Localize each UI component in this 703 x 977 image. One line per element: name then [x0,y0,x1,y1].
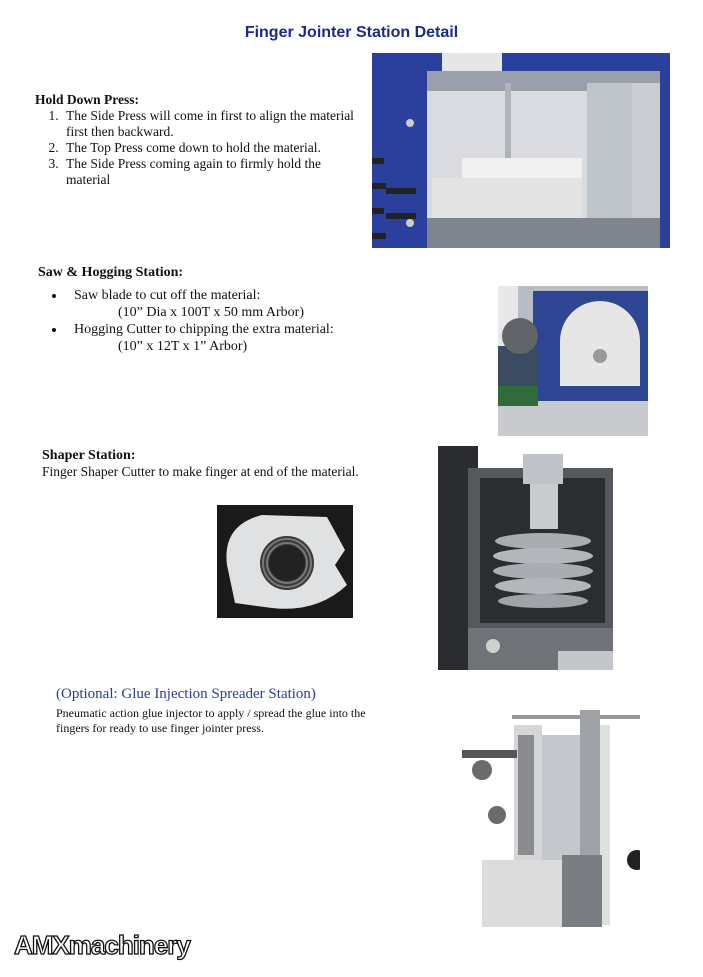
hold-down-press-photo [372,53,670,248]
hold-down-heading: Hold Down Press: [35,92,140,107]
shaper-station-photo [438,446,618,670]
page-title: Finger Jointer Station Detail [244,24,459,41]
hold-down-step: 1. The Side Press will come in first to align the material first then backward. [62,108,366,140]
saw-item-spec: (10” Dia x 100T x 50 mm Arbor) [118,305,304,320]
shaper-text: Finger Shaper Cutter to make finger at end of the material. [42,464,359,479]
saw-item [66,321,434,355]
saw-item-text: Hogging Cutter to chipping the extra material: [74,322,334,337]
glue-text: Pneumatic action glue injector to apply / spread the glue into the fingers for ready to use finger jointer press. [56,706,366,735]
saw-heading: Saw & Hogging Station: [38,265,184,280]
saw-blade-photo [498,286,648,436]
saw-item-text: Saw blade to cut off the material: [74,288,261,303]
saw-list [14,287,434,355]
hold-down-step: 2. The Top Press come down to hold the material. [62,140,366,156]
saw-item [66,287,434,321]
shaper-cutter-photo [217,505,353,618]
amx-logo: AMXmachinery [14,930,190,960]
shaper-heading: Shaper Station: [42,448,136,463]
hold-down-step: 3. The Side Press coming again to firmly hold the material [62,156,366,188]
hold-down-steps [16,108,366,188]
glue-injector-photo [452,695,640,927]
glue-heading: (Optional: Glue Injection Spreader Station) [56,686,316,702]
saw-item-spec: (10” x 12T x 1” Arbor) [118,339,248,354]
